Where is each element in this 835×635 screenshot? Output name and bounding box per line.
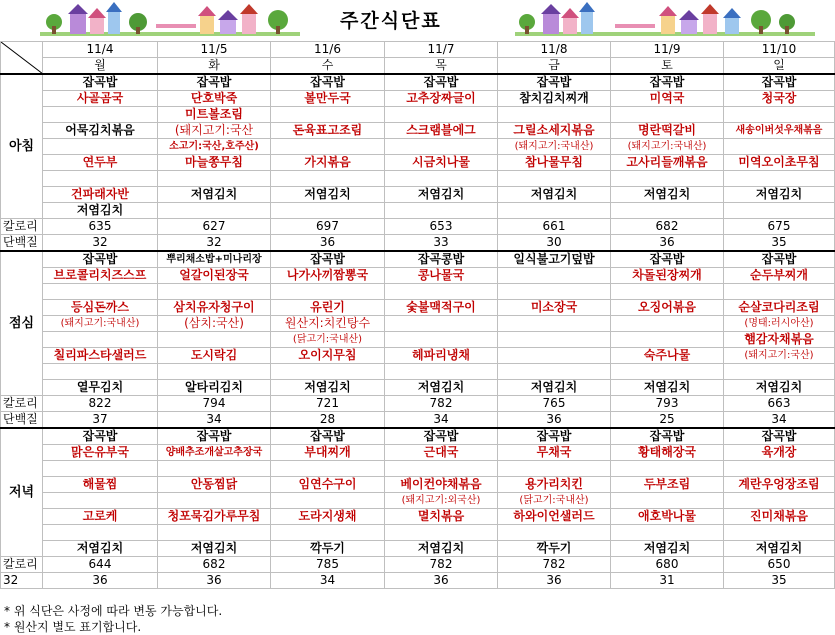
meal-label-dinner: 저녁 xyxy=(1,428,43,557)
menu-item: 잡곡밥 xyxy=(271,251,385,268)
menu-item xyxy=(385,107,498,123)
menu-item: 도라지생채 xyxy=(271,509,385,525)
menu-item xyxy=(43,525,158,541)
menu-item xyxy=(724,364,835,380)
table-row xyxy=(1,74,835,91)
menu-item: 저염김치 xyxy=(385,380,498,396)
menu-item: 애호박나물 xyxy=(611,509,724,525)
table-row xyxy=(1,123,835,139)
calorie-label: 칼로리 xyxy=(1,219,43,235)
table-row xyxy=(1,42,835,58)
menu-item: 저염김치 xyxy=(611,380,724,396)
menu-item: (삼치:국산) xyxy=(158,316,271,332)
menu-item xyxy=(724,171,835,187)
menu-item: 청국장 xyxy=(724,91,835,107)
table-row xyxy=(1,139,835,155)
calorie-value: 782 xyxy=(385,557,498,573)
menu-item: 참나물무침 xyxy=(498,155,611,171)
menu-item: 깍두기 xyxy=(498,541,611,557)
menu-item xyxy=(158,525,271,541)
protein-value: 30 xyxy=(498,235,611,252)
menu-item: 저염김치 xyxy=(158,187,271,203)
menu-item: 소고기:국산,호주산) xyxy=(158,139,271,155)
note-line: * 원산지 별도 표기합니다. xyxy=(4,620,142,634)
table-row xyxy=(1,380,835,396)
note-line: * 위 식단은 사정에 따라 변동 가능합니다. xyxy=(4,604,223,618)
menu-item: 순살코다리조림 xyxy=(724,300,835,316)
calorie-value: 721 xyxy=(271,396,385,412)
menu-item xyxy=(271,284,385,300)
menu-item: 오징어볶음 xyxy=(611,300,724,316)
menu-item: 얼갈이된장국 xyxy=(158,268,271,284)
menu-item: 저염김치 xyxy=(43,541,158,557)
table-row xyxy=(1,203,835,219)
menu-item: 저염김치 xyxy=(724,187,835,203)
notes xyxy=(4,603,222,635)
menu-item: 용가리치킨 xyxy=(498,477,611,493)
meal-label-lunch: 점심 xyxy=(1,251,43,396)
menu-item: 잡곡콩밥 xyxy=(385,251,498,268)
menu-item: (돼지고기:국내산) xyxy=(611,139,724,155)
menu-item: (돼지고기:국내산) xyxy=(43,316,158,332)
menu-item: 나가사끼짬뽕국 xyxy=(271,268,385,284)
menu-item xyxy=(611,171,724,187)
menu-item xyxy=(43,332,158,348)
menu-item xyxy=(43,461,158,477)
menu-item xyxy=(158,332,271,348)
menu-item xyxy=(611,332,724,348)
menu-item xyxy=(611,203,724,219)
menu-item: 미트볼조림 xyxy=(158,107,271,123)
menu-item: 잡곡밥 xyxy=(43,74,158,91)
menu-item: 잡곡밥 xyxy=(724,251,835,268)
menu-item: 볼만두국 xyxy=(271,91,385,107)
menu-item: 고사리들깨볶음 xyxy=(611,155,724,171)
menu-item xyxy=(271,203,385,219)
calorie-value: 682 xyxy=(158,557,271,573)
page-title: 주간식단표 xyxy=(340,10,442,32)
menu-item: 알타리김치 xyxy=(158,380,271,396)
calorie-value: 793 xyxy=(611,396,724,412)
menu-item: 저염김치 xyxy=(271,187,385,203)
menu-item: 시금치나물 xyxy=(385,155,498,171)
menu-item xyxy=(498,284,611,300)
protein-value: 33 xyxy=(385,235,498,252)
menu-item xyxy=(498,348,611,364)
date-header: 11/10 xyxy=(724,42,835,58)
table-row xyxy=(1,268,835,284)
menu-item: 어묵김치볶음 xyxy=(43,123,158,139)
menu-item: 브로콜리치즈스프 xyxy=(43,268,158,284)
table-row xyxy=(1,107,835,123)
table-row xyxy=(1,412,835,429)
menu-item: 저염김치 xyxy=(498,380,611,396)
menu-item: 잡곡밥 xyxy=(271,74,385,91)
calorie-value: 653 xyxy=(385,219,498,235)
menu-item: 스크램블에그 xyxy=(385,123,498,139)
menu-item xyxy=(158,203,271,219)
menu-item: 잡곡밥 xyxy=(724,428,835,445)
menu-item: 명란떡갈비 xyxy=(611,123,724,139)
menu-item: 저염김치 xyxy=(611,541,724,557)
menu-item xyxy=(498,203,611,219)
table-row xyxy=(1,332,835,348)
menu-item xyxy=(498,107,611,123)
menu-item: 멸치볶음 xyxy=(385,509,498,525)
menu-item: 미역오이초무침 xyxy=(724,155,835,171)
calorie-label: 칼로리 xyxy=(1,396,43,412)
menu-item xyxy=(724,107,835,123)
calorie-value: 822 xyxy=(43,396,158,412)
calorie-value: 663 xyxy=(724,396,835,412)
table-row xyxy=(1,284,835,300)
menu-item: 미역국 xyxy=(611,91,724,107)
menu-item: (돼지고기:국산 xyxy=(158,123,271,139)
menu-item: 뿌리채소밥+미나리장 xyxy=(158,251,271,268)
protein-value: 34 xyxy=(724,412,835,429)
menu-item xyxy=(724,284,835,300)
calorie-value: 650 xyxy=(724,557,835,573)
protein-value: 36 xyxy=(385,573,498,589)
calorie-value: 782 xyxy=(498,557,611,573)
menu-item: 등심돈까스 xyxy=(43,300,158,316)
menu-item: 단호박죽 xyxy=(158,91,271,107)
menu-item: 양배추조개살고추장국 xyxy=(158,445,271,461)
menu-item: 삼치유자청구이 xyxy=(158,300,271,316)
menu-item: 차돌된장찌개 xyxy=(611,268,724,284)
menu-item xyxy=(158,364,271,380)
protein-value: 35 xyxy=(724,573,835,589)
protein-value: 36 xyxy=(498,412,611,429)
table-row xyxy=(1,428,835,445)
day-header: 목 xyxy=(385,58,498,75)
village-illustration-right xyxy=(515,2,815,36)
calorie-value: 682 xyxy=(611,219,724,235)
menu-item xyxy=(385,139,498,155)
menu-item xyxy=(158,284,271,300)
table-row xyxy=(1,187,835,203)
protein-value: 34 xyxy=(271,573,385,589)
menu-item: 잡곡밥 xyxy=(611,428,724,445)
table-row xyxy=(1,493,835,509)
day-header: 화 xyxy=(158,58,271,75)
menu-item: 일식불고기덮밥 xyxy=(498,251,611,268)
menu-item: 콩나물국 xyxy=(385,268,498,284)
menu-item: 유린기 xyxy=(271,300,385,316)
date-header: 11/8 xyxy=(498,42,611,58)
menu-item: 두부조림 xyxy=(611,477,724,493)
menu-item xyxy=(385,171,498,187)
menu-item: (닭고기:국내산) xyxy=(271,332,385,348)
table-row xyxy=(1,525,835,541)
menu-item: 근대국 xyxy=(385,445,498,461)
menu-item: 잡곡밥 xyxy=(724,74,835,91)
menu-item: 새송이버섯우채볶음 xyxy=(724,123,835,139)
protein-value: 36 xyxy=(158,573,271,589)
date-header: 11/6 xyxy=(271,42,385,58)
menu-item: 잡곡밥 xyxy=(385,74,498,91)
menu-item: 도시락김 xyxy=(158,348,271,364)
menu-item: 고추장짜글이 xyxy=(385,91,498,107)
menu-item: 안동찜닭 xyxy=(158,477,271,493)
table-row xyxy=(1,91,835,107)
header xyxy=(0,0,835,40)
menu-item: 무채국 xyxy=(498,445,611,461)
protein-label: 32 xyxy=(1,573,43,589)
date-header: 11/7 xyxy=(385,42,498,58)
menu-item: 진미채볶음 xyxy=(724,509,835,525)
menu-item xyxy=(271,525,385,541)
menu-item xyxy=(385,525,498,541)
menu-item: 가지볶음 xyxy=(271,155,385,171)
protein-value: 37 xyxy=(43,412,158,429)
menu-item xyxy=(385,203,498,219)
menu-item: 건파래자반 xyxy=(43,187,158,203)
menu-item xyxy=(724,461,835,477)
protein-value: 25 xyxy=(611,412,724,429)
protein-value: 28 xyxy=(271,412,385,429)
menu-item: 잡곡밥 xyxy=(611,251,724,268)
menu-item xyxy=(611,461,724,477)
menu-item: 황태해장국 xyxy=(611,445,724,461)
menu-item: 깍두기 xyxy=(271,541,385,557)
menu-item: 부대찌개 xyxy=(271,445,385,461)
menu-item: 잡곡밥 xyxy=(158,428,271,445)
calorie-label: 칼로리 xyxy=(1,557,43,573)
menu-item: (돼지고기:국산) xyxy=(724,348,835,364)
menu-item: 잡곡밥 xyxy=(498,74,611,91)
menu-item: 임연수구이 xyxy=(271,477,385,493)
protein-value: 34 xyxy=(158,412,271,429)
menu-item: 저염김치 xyxy=(385,187,498,203)
protein-value: 31 xyxy=(611,573,724,589)
menu-item xyxy=(158,493,271,509)
menu-item xyxy=(43,107,158,123)
menu-item: 순두부찌개 xyxy=(724,268,835,284)
table-row xyxy=(1,58,835,75)
menu-item: 헤파리냉채 xyxy=(385,348,498,364)
menu-item: 오이지무침 xyxy=(271,348,385,364)
calorie-value: 697 xyxy=(271,219,385,235)
table-row xyxy=(1,219,835,235)
menu-item: 고로케 xyxy=(43,509,158,525)
calorie-value: 675 xyxy=(724,219,835,235)
menu-item xyxy=(271,171,385,187)
menu-item: 저염김치 xyxy=(43,203,158,219)
protein-label: 단백질 xyxy=(1,412,43,429)
menu-item xyxy=(611,284,724,300)
menu-item xyxy=(158,171,271,187)
menu-item xyxy=(611,316,724,332)
menu-item xyxy=(498,268,611,284)
menu-item xyxy=(43,493,158,509)
calorie-value: 680 xyxy=(611,557,724,573)
menu-item xyxy=(385,364,498,380)
table-row xyxy=(1,171,835,187)
date-header: 11/9 xyxy=(611,42,724,58)
village-illustration-left xyxy=(40,2,300,36)
menu-item: 잡곡밥 xyxy=(385,428,498,445)
menu-item: (명태:러시아산) xyxy=(724,316,835,332)
table-row xyxy=(1,445,835,461)
menu-item xyxy=(498,316,611,332)
menu-item: 하와이언샐러드 xyxy=(498,509,611,525)
protein-value: 35 xyxy=(724,235,835,252)
table-row xyxy=(1,155,835,171)
calorie-value: 661 xyxy=(498,219,611,235)
menu-item xyxy=(158,461,271,477)
menu-item xyxy=(43,171,158,187)
menu-item: 청포묵김가루무침 xyxy=(158,509,271,525)
menu-item: (닭고기:국내산) xyxy=(498,493,611,509)
menu-item: 잡곡밥 xyxy=(611,74,724,91)
menu-item: 계란우엉장조림 xyxy=(724,477,835,493)
menu-item: 마늘쫑무침 xyxy=(158,155,271,171)
table-row xyxy=(1,348,835,364)
day-header: 수 xyxy=(271,58,385,75)
menu-item xyxy=(611,364,724,380)
menu-item xyxy=(724,493,835,509)
menu-item xyxy=(43,364,158,380)
menu-item: 저염김치 xyxy=(724,541,835,557)
menu-item: 돈육표고조림 xyxy=(271,123,385,139)
table-row xyxy=(1,557,835,573)
calorie-value: 794 xyxy=(158,396,271,412)
table-row xyxy=(1,300,835,316)
menu-item: 맑은유부국 xyxy=(43,445,158,461)
menu-item xyxy=(43,139,158,155)
menu-item xyxy=(724,525,835,541)
protein-value: 36 xyxy=(498,573,611,589)
menu-item xyxy=(611,107,724,123)
table-row xyxy=(1,396,835,412)
table-row xyxy=(1,541,835,557)
menu-item xyxy=(498,364,611,380)
menu-item xyxy=(498,461,611,477)
day-header: 금 xyxy=(498,58,611,75)
day-header: 일 xyxy=(724,58,835,75)
menu-item xyxy=(385,461,498,477)
menu-item xyxy=(611,493,724,509)
calorie-value: 627 xyxy=(158,219,271,235)
calorie-value: 782 xyxy=(385,396,498,412)
menu-item: 햄감자채볶음 xyxy=(724,332,835,348)
day-header: 토 xyxy=(611,58,724,75)
menu-item: 미소장국 xyxy=(498,300,611,316)
menu-item xyxy=(271,364,385,380)
protein-value: 32 xyxy=(43,235,158,252)
menu-item xyxy=(385,284,498,300)
menu-item xyxy=(498,171,611,187)
menu-item xyxy=(271,493,385,509)
menu-item xyxy=(43,284,158,300)
calorie-value: 785 xyxy=(271,557,385,573)
menu-item: (돼지고기:외국산) xyxy=(385,493,498,509)
menu-item: 잡곡밥 xyxy=(43,428,158,445)
menu-item xyxy=(724,203,835,219)
table-row xyxy=(1,573,835,589)
menu-item: 숯불맥적구이 xyxy=(385,300,498,316)
menu-item xyxy=(271,461,385,477)
menu-item xyxy=(385,316,498,332)
menu-item xyxy=(271,139,385,155)
table-row xyxy=(1,509,835,525)
menu-item: 칠리파스타샐러드 xyxy=(43,348,158,364)
menu-item: 저염김치 xyxy=(385,541,498,557)
protein-value: 36 xyxy=(271,235,385,252)
meal-label-breakfast: 아침 xyxy=(1,74,43,219)
protein-value: 34 xyxy=(385,412,498,429)
date-header: 11/4 xyxy=(43,42,158,58)
menu-item: 연두부 xyxy=(43,155,158,171)
calorie-value: 635 xyxy=(43,219,158,235)
menu-item: 그릴소세지볶음 xyxy=(498,123,611,139)
menu-item: 저염김치 xyxy=(498,187,611,203)
menu-item: 잡곡밥 xyxy=(43,251,158,268)
menu-item xyxy=(498,525,611,541)
menu-item xyxy=(498,332,611,348)
day-header: 월 xyxy=(43,58,158,75)
table-row xyxy=(1,316,835,332)
table-row xyxy=(1,364,835,380)
menu-item xyxy=(385,332,498,348)
table-row xyxy=(1,235,835,252)
menu-item: 참치김치찌개 xyxy=(498,91,611,107)
menu-item: 저염김치 xyxy=(158,541,271,557)
table-row xyxy=(1,251,835,268)
protein-label: 단백질 xyxy=(1,235,43,252)
menu-item: 저염김치 xyxy=(724,380,835,396)
corner-diagonal-cell xyxy=(1,42,43,75)
menu-item: 저염김치 xyxy=(611,187,724,203)
menu-item: 잡곡밥 xyxy=(498,428,611,445)
table-row xyxy=(1,477,835,493)
date-header: 11/5 xyxy=(158,42,271,58)
table-row xyxy=(1,461,835,477)
menu-item: 원산지:치킨탕수 xyxy=(271,316,385,332)
menu-item: 저염김치 xyxy=(271,380,385,396)
menu-item xyxy=(271,107,385,123)
protein-value: 36 xyxy=(43,573,158,589)
menu-item: 숙주나물 xyxy=(611,348,724,364)
calorie-value: 765 xyxy=(498,396,611,412)
menu-item: 잡곡밥 xyxy=(158,74,271,91)
protein-value: 36 xyxy=(611,235,724,252)
menu-item: 해물찜 xyxy=(43,477,158,493)
menu-table xyxy=(0,41,835,589)
protein-value: 32 xyxy=(158,235,271,252)
menu-item: 베이컨야채볶음 xyxy=(385,477,498,493)
menu-item: (돼지고기:국내산) xyxy=(498,139,611,155)
menu-item: 열무김치 xyxy=(43,380,158,396)
menu-item: 사골곰국 xyxy=(43,91,158,107)
calorie-value: 644 xyxy=(43,557,158,573)
menu-item: 육개장 xyxy=(724,445,835,461)
menu-item xyxy=(611,525,724,541)
menu-item xyxy=(724,139,835,155)
menu-item: 잡곡밥 xyxy=(271,428,385,445)
